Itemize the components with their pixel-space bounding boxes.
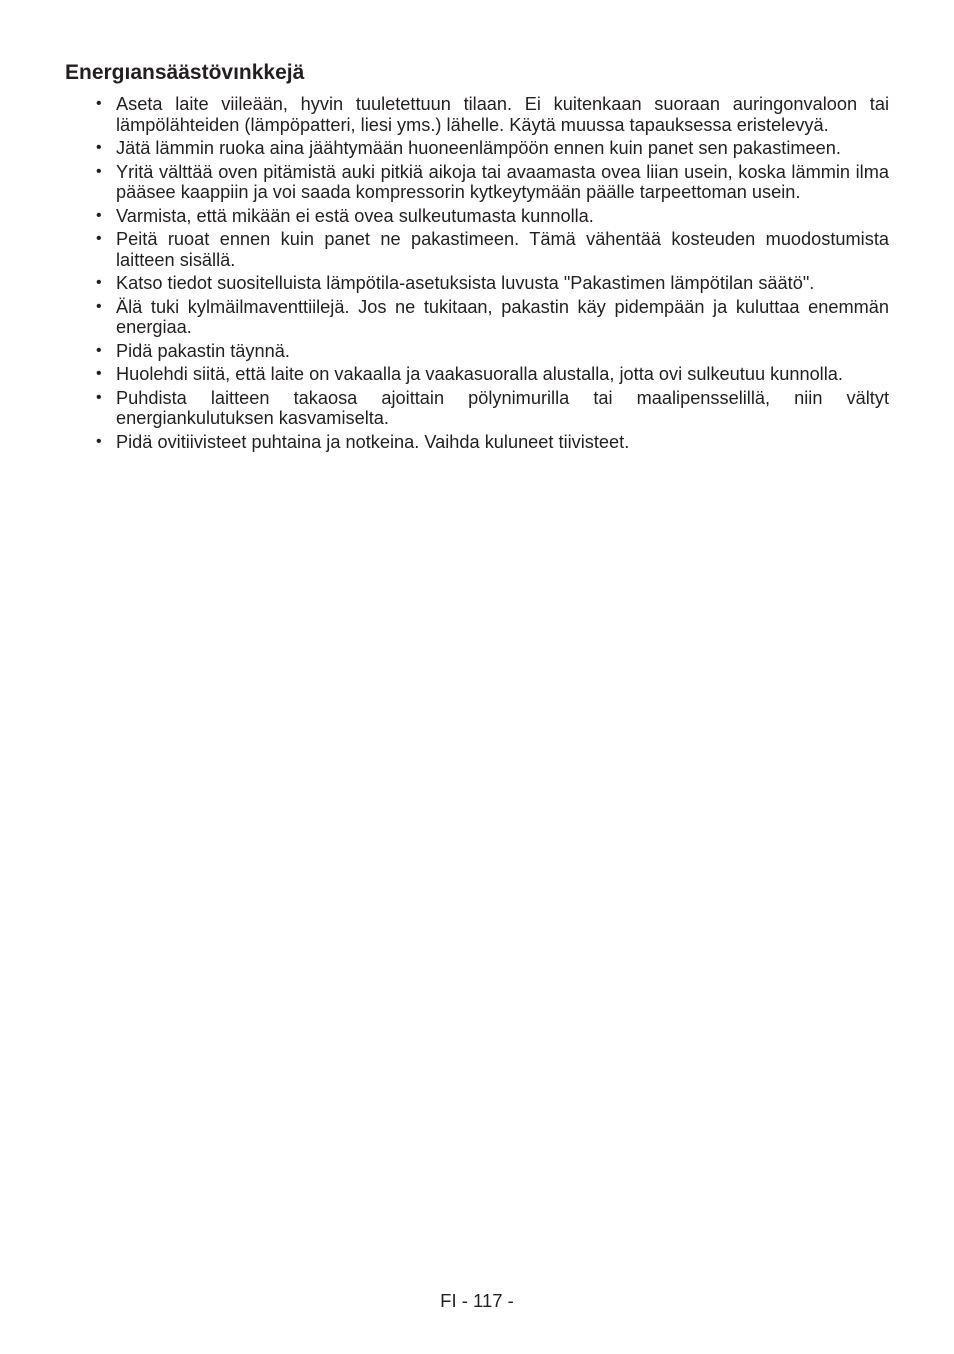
bullet-icon: • <box>96 206 102 224</box>
tip-text: Yritä välttää oven pitämistä auki pitkiä aikoja tai avaamasta ovea liian usein, koska lämmin ilma pääsee kaappiin ja voi saada kompressorin kytkeytymään päälle tarpeettoman usein. <box>116 161 889 202</box>
bullet-icon: • <box>96 432 102 450</box>
tip-text: Varmista, että mikään ei estä ovea sulkeutumasta kunnolla. <box>116 205 594 226</box>
list-item <box>96 206 889 227</box>
bullet-icon: • <box>96 274 102 291</box>
bullet-icon: • <box>96 95 102 112</box>
list-item <box>96 273 889 294</box>
energy-saving-tips-list <box>96 94 889 455</box>
tip-text: Jätä lämmin ruoka aina jäähtymään huoneenlämpöön ennen kuin panet sen pakastimeen. <box>116 138 841 158</box>
list-item <box>96 162 889 203</box>
bullet-icon: • <box>96 388 102 406</box>
bullet-icon: • <box>96 341 102 359</box>
tip-text: Katso tiedot suositelluista lämpötila-asetuksista luvusta "Pakastimen lämpötilan säätö". <box>116 273 815 293</box>
bullet-icon: • <box>96 230 102 247</box>
bullet-icon: • <box>96 162 102 180</box>
section-title: Energıansäästövınkkejä <box>65 61 305 84</box>
list-item <box>96 138 889 159</box>
list-item <box>96 341 889 362</box>
bullet-icon: • <box>96 297 102 315</box>
bullet-icon: • <box>96 365 102 382</box>
tip-text: Pidä pakastin täynnä. <box>116 340 290 361</box>
page-number: FI - 117 - <box>440 1290 514 1311</box>
bullet-icon: • <box>96 139 102 156</box>
list-item <box>96 432 889 453</box>
list-item <box>96 94 889 135</box>
list-item <box>96 388 889 429</box>
list-item <box>96 229 889 270</box>
tip-text: Älä tuki kylmäilmaventtiilejä. Jos ne tukitaan, pakastin käy pidempään ja kuluttaa enemmän energiaa. <box>116 296 889 337</box>
tip-text: Pidä ovitiivisteet puhtaina ja notkeina. Vaihda kuluneet tiivisteet. <box>116 431 630 452</box>
tip-text: Puhdista laitteen takaosa ajoittain pölynimurilla tai maalipensselillä, niin vältyt energiankulutuksen kasvamiselta. <box>116 387 889 428</box>
tip-text: Huolehdi siitä, että laite on vakaalla ja vaakasuoralla alustalla, jotta ovi sulkeutuu kunnolla. <box>116 364 843 384</box>
tip-text: Peitä ruoat ennen kuin panet ne pakastimeen. Tämä vähentää kosteuden muodostumista laitteen sisällä. <box>116 229 889 270</box>
tip-text: Aseta laite viileään, hyvin tuuletettuun tilaan. Ei kuitenkaan suoraan auringonvaloon tai lämpölähteiden (lämpöpatteri, liesi yms.) lähelle. Käytä muussa tapauksessa eristelevyä. <box>116 94 889 135</box>
list-item <box>96 297 889 338</box>
list-item <box>96 364 889 385</box>
